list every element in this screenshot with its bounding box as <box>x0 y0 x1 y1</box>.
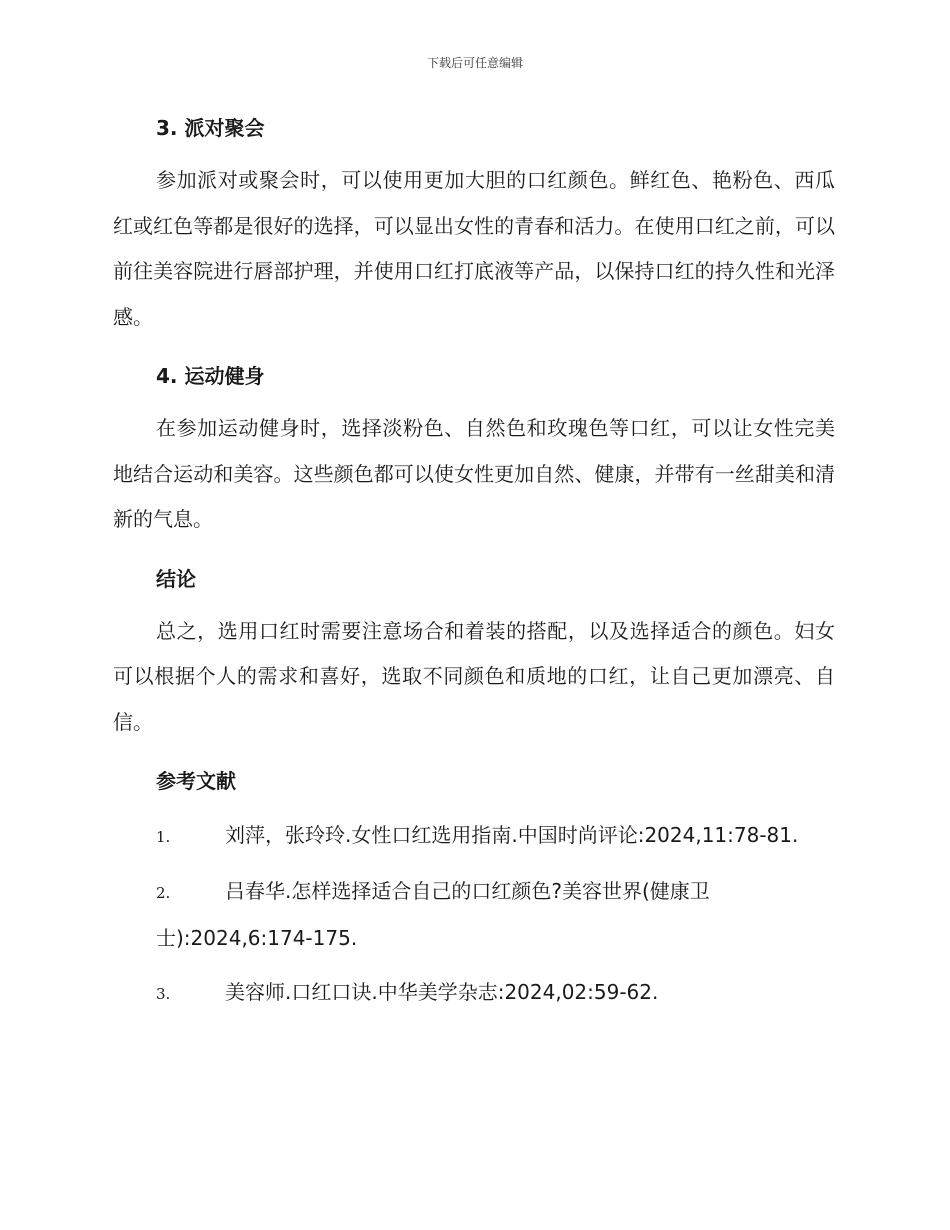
reference-item <box>113 970 835 1018</box>
reference-item <box>113 813 835 861</box>
section-heading-conclusion: 结论 <box>156 566 196 591</box>
section-body-party: 参加派对或聚会时，可以使用更加大胆的口红颜色。鲜红色、艳粉色、西瓜红或红色等都是很好的选择，可以显出女性的青春和活力。在使用口红之前，可以前往美容院进行唇部护理，并使用口红打底液等产品，以保持口红的持久性和光泽感。 <box>113 168 835 329</box>
references-heading: 参考文献 <box>156 769 236 793</box>
references-list <box>113 813 835 1017</box>
section-body-fitness: 在参加运动健身时，选择淡粉色、自然色和玫瑰色等口红，可以让女性完美地结合运动和美容。这些颜色都可以使女性更加自然、健康，并带有一丝甜美和清新的气息。 <box>113 416 835 531</box>
reference-number: 3. <box>156 984 171 1003</box>
section-heading-fitness: 4. 运动健身 <box>156 364 265 388</box>
section-body-conclusion: 总之，选用口红时需要注意场合和着装的搭配，以及选择适合的颜色。妇女可以根据个人的需求和喜好，选取不同颜色和质地的口红，让自己更加漂亮、自信。 <box>113 618 835 734</box>
reference-text: 美容师.口红口诀.中华美学杂志:2024,02:59-62. <box>225 979 659 1004</box>
document-body <box>113 110 835 1025</box>
reference-text: 刘萍，张玲玲.女性口红选用指南.中国时尚评论:2024,11:78-81. <box>225 823 799 847</box>
section-heading-party: 3. 派对聚会 <box>156 116 265 140</box>
reference-number: 1. <box>156 828 171 846</box>
reference-number: 2. <box>156 883 171 902</box>
reference-text: 吕春华.怎样选择适合自己的口红颜色?美容世界(健康卫士):2024,6:174-175. <box>156 878 710 950</box>
page-header: 下载后可任意编辑 <box>426 56 523 70</box>
reference-item <box>113 869 835 962</box>
